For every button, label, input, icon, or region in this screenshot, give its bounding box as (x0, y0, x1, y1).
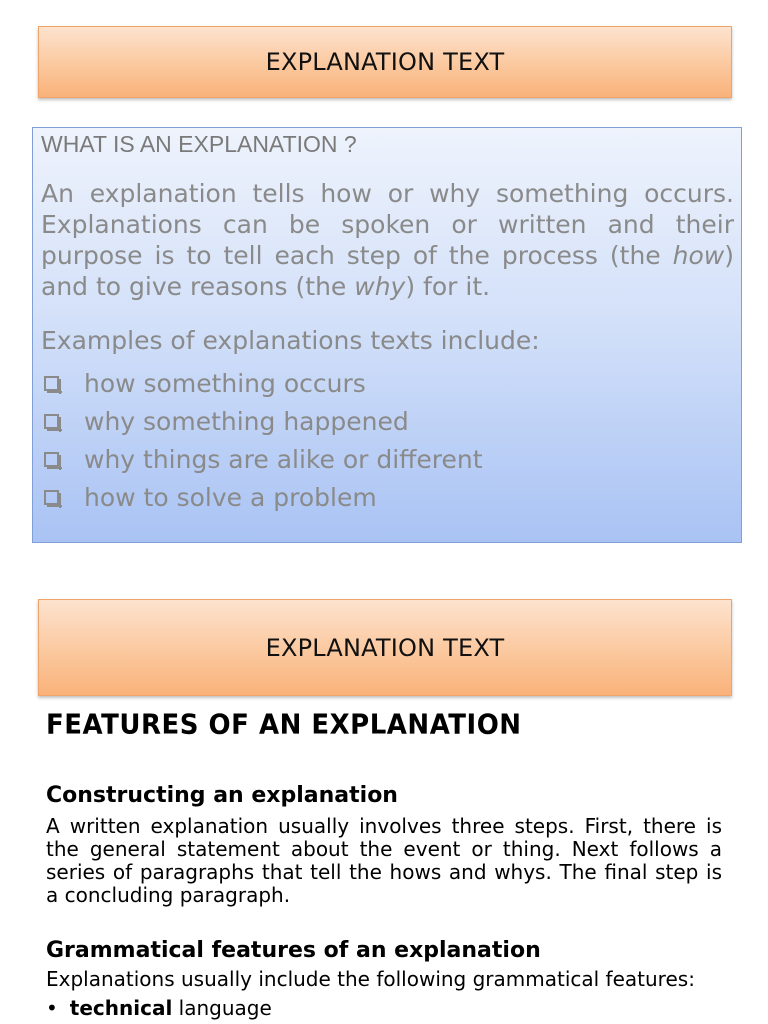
list-item (41, 364, 483, 402)
definition-paragraph (41, 178, 734, 302)
list-item-label: why something happened (84, 406, 409, 436)
checkbox-bullet-icon (44, 376, 59, 391)
bottom-title-banner (38, 599, 732, 696)
examples-title: Examples of explanations texts include: (41, 326, 540, 355)
paragraph-text-1: An explanation tells how or why something occurs. Explanations can be spoken or written and their purpose is to tell each step of the process (the (41, 179, 734, 270)
features-title: FEATURES OF AN EXPLANATION (46, 709, 522, 741)
list-item-label: how to solve a problem (84, 482, 377, 512)
bullet-icon: • (46, 996, 58, 1020)
grammatical-text: Explanations usually include the following grammatical features: (46, 967, 695, 991)
checkbox-bullet-icon (44, 414, 59, 429)
paragraph-text-3: ) for it. (405, 272, 491, 301)
list-item (41, 478, 483, 516)
box-heading: WHAT IS AN EXPLANATION ? (41, 131, 357, 157)
bottom-title-text: EXPLANATION TEXT (265, 633, 505, 662)
grammatical-heading: Grammatical features of an explanation (46, 938, 541, 963)
checkbox-bullet-icon (44, 452, 59, 467)
list-item (41, 402, 483, 440)
list-item-label: how something occurs (84, 368, 366, 398)
bullet-rest-text: language (172, 996, 272, 1020)
paragraph-why: why (354, 272, 406, 301)
top-title-text: EXPLANATION TEXT (265, 48, 505, 76)
top-title-banner (38, 26, 732, 98)
examples-list (41, 364, 483, 516)
what-is-explanation-box (32, 127, 742, 543)
paragraph-text-2: ) and to give reasons (the (41, 241, 734, 301)
list-item-label: why things are alike or different (84, 444, 483, 474)
grammatical-bullet-item (46, 996, 272, 1020)
bullet-bold-term: technical (69, 996, 173, 1020)
constructing-text: A written explanation usually involves three steps. First, there is the general statement about the event or thing. Next follows a series of paragraphs that tell the hows and whys. The final step is a concluding paragraph. (46, 814, 722, 907)
paragraph-how: how (672, 241, 725, 270)
checkbox-bullet-icon (44, 490, 59, 505)
constructing-heading: Constructing an explanation (46, 783, 398, 808)
list-item (41, 440, 483, 478)
